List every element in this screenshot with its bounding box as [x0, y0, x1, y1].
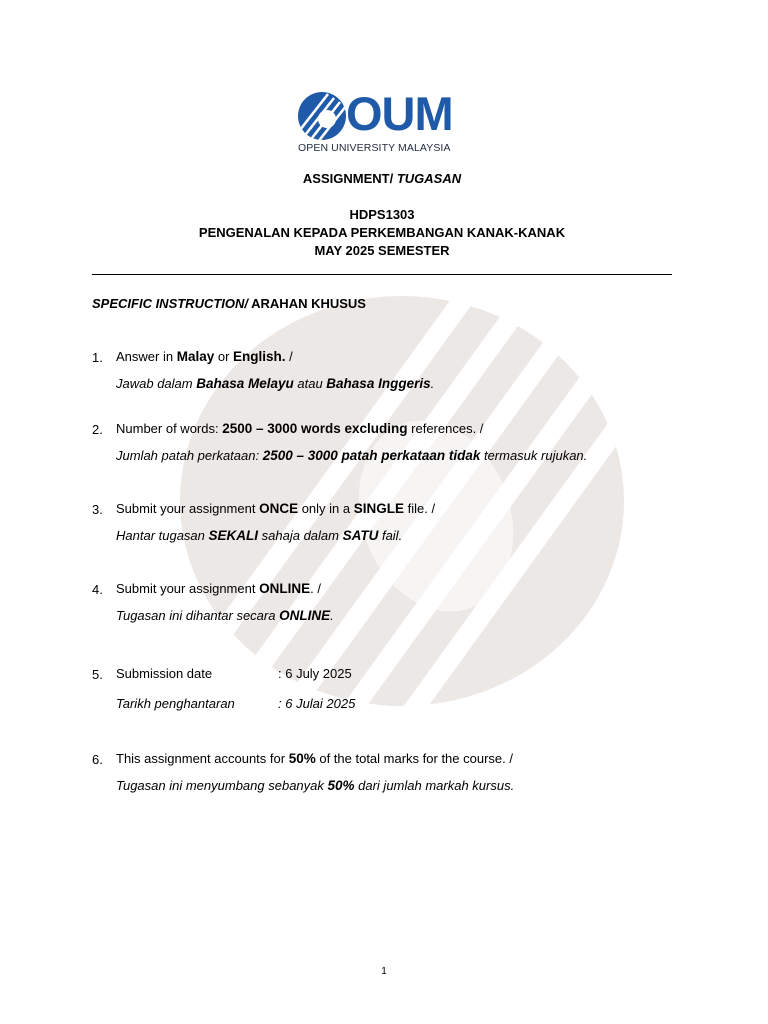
item-6-english: This assignment accounts for 50% of the total marks for the course. /: [116, 751, 513, 766]
item-2-english: Number of words: 2500 – 3000 words excluding references. /: [116, 421, 484, 436]
item-number: 2.: [92, 422, 103, 437]
course-title: PENGENALAN KEPADA PERKEMBANGAN KANAK-KANAK: [198, 225, 566, 240]
course-code: HDPS1303: [349, 207, 415, 222]
logo-subtitle: OPEN UNIVERSITY MALAYSIA: [298, 142, 451, 154]
item-1-english: Answer in Malay or English. /: [116, 349, 293, 364]
item-number: 3.: [92, 502, 103, 517]
submission-date-value: : 6 July 2025: [278, 666, 352, 681]
instruction-heading: SPECIFIC INSTRUCTION/ ARAHAN KHUSUS: [92, 296, 366, 311]
item-number: 6.: [92, 752, 103, 767]
assignment-title: ASSIGNMENT/ TUGASAN: [302, 171, 462, 186]
logo-brand-text: OUM: [346, 87, 453, 140]
item-3-english: Submit your assignment ONCE only in a SINGLE file. /: [116, 501, 436, 516]
oum-logo: [296, 87, 472, 156]
item-2-malay: Jumlah patah perkataan: 2500 – 3000 patah perkataan tidak termasuk rujukan.: [116, 448, 588, 463]
submission-date-label: Submission date: [116, 666, 213, 681]
item-1-malay: Jawab dalam Bahasa Melayu atau Bahasa Inggeris.: [116, 376, 435, 391]
item-6-malay: Tugasan ini menyumbang sebanyak 50% dari jumlah markah kursus.: [116, 778, 515, 793]
item-number: 4.: [92, 582, 103, 597]
tarikh-penghantaran-label: Tarikh penghantaran: [116, 696, 235, 711]
oum-logo-mark-icon: [298, 92, 346, 140]
header-divider: [92, 274, 672, 275]
page-number: 1: [381, 966, 387, 977]
item-4-english: Submit your assignment ONLINE. /: [116, 581, 321, 596]
tarikh-penghantaran-value: : 6 Julai 2025: [278, 696, 356, 711]
semester: MAY 2025 SEMESTER: [314, 243, 450, 258]
item-number: 5.: [92, 667, 103, 682]
item-number: 1.: [92, 350, 103, 365]
item-4-malay: Tugasan ini dihantar secara ONLINE.: [116, 608, 334, 623]
item-3-malay: Hantar tugasan SEKALI sahaja dalam SATU fail.: [116, 528, 403, 543]
